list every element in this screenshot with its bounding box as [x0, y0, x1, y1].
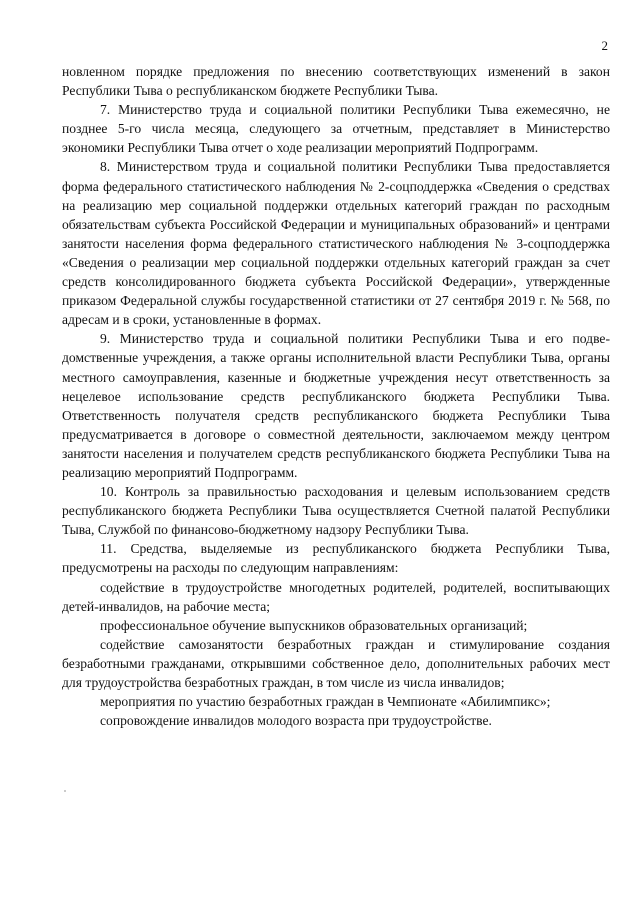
paragraph-item-10: 10. Контроль за правильностью расходования и целевым использованием средств республиканского бюджета Республики Тыва осуществляется Счетной палатой Республики Тыва, Службой по финансово-бюджетному надзору Республики Тыва. — [62, 484, 610, 538]
paragraph-item-7: 7. Министерство труда и социальной политики Республики Тыва ежемесячно, не позднее 5-го числа месяца, следующего за отчетным, представляет в Министерство экономики Республики Тыва отчет о ходе реализации мероприятий Подпрограмм. — [62, 102, 610, 156]
paragraph-item-9: 9. Министерство труда и социальной политики Республики Тыва и его подведомственные учреждения, а также органы исполнительной власти Республики Тыва, органы местного самоуправления, казенные и бюджетные учреждения несут ответственность за нецелевое использование средств республиканского бюджета Республики Тыва. Ответственность получателя средств республиканского бюджета Республики Тыва предусматривается в договоре о совместной деятельности, заключаемом между центром занятости населения и получателем средств республиканского бюджета Республики Тыва на реализацию мероприятий Подпрограмм. — [62, 331, 610, 480]
paragraph-continuation: новленном порядке предложения по внесению соответствующих изменений в закон Республики Тыва о республиканском бюджете Республики Тыва. — [62, 64, 610, 99]
list-item-vocational-training: профессиональное обучение выпускников образовательных организаций; — [100, 617, 528, 633]
list-item-employment-assistance: содействие в трудоустройстве многодетных родителей, родителей, воспитывающих детей-инвалидов, на рабочие места; — [62, 579, 610, 614]
list-item-abilympics: мероприятия по участию безработных граждан в Чемпионате «Абилимпикс»; — [100, 694, 551, 710]
paragraph-item-11: 11. Средства, выделяемые из республиканского бюджета Республики Тыва, предусмотрены на расходы по следующим направлениям: — [62, 541, 610, 576]
scan-artifact — [64, 790, 66, 792]
list-item-self-employment: содействие самозанятости безработных граждан и стимулирование создания безработными гражданами, открывшими собственное дело, дополнительных рабочих мест для трудоустройства безработных граждан, в том числе из числа инвалидов; — [62, 636, 610, 690]
page-number: 2 — [601, 38, 608, 53]
list-item-disabled-youth-support: сопровождение инвалидов молодого возраста при трудоустройстве. — [100, 713, 492, 729]
document-body — [62, 62, 610, 730]
paragraph-item-8: 8. Министерством труда и социальной политики Республики Тыва предоставляется форма федерального статистического наблюдения № 2-соцподдержка «Сведения о средствах на реализацию мер социальной поддержки отдельных категорий граждан по расходным обязательствам субъекта Российской Федерации и муниципальных образований» и центрами занятости населения форма федерального статистического наблюдения № 3-соцподдержка «Сведения о реализации мер социальной поддержки отдельных категорий граждан за счет средств консолидированного бюджета субъекта Российской Федерации», утвержденные приказом Федеральной службы государственной статистики от 27 сентября 2019 г. № 568, по адресам и в сроки, установленные в формах. — [62, 159, 610, 328]
